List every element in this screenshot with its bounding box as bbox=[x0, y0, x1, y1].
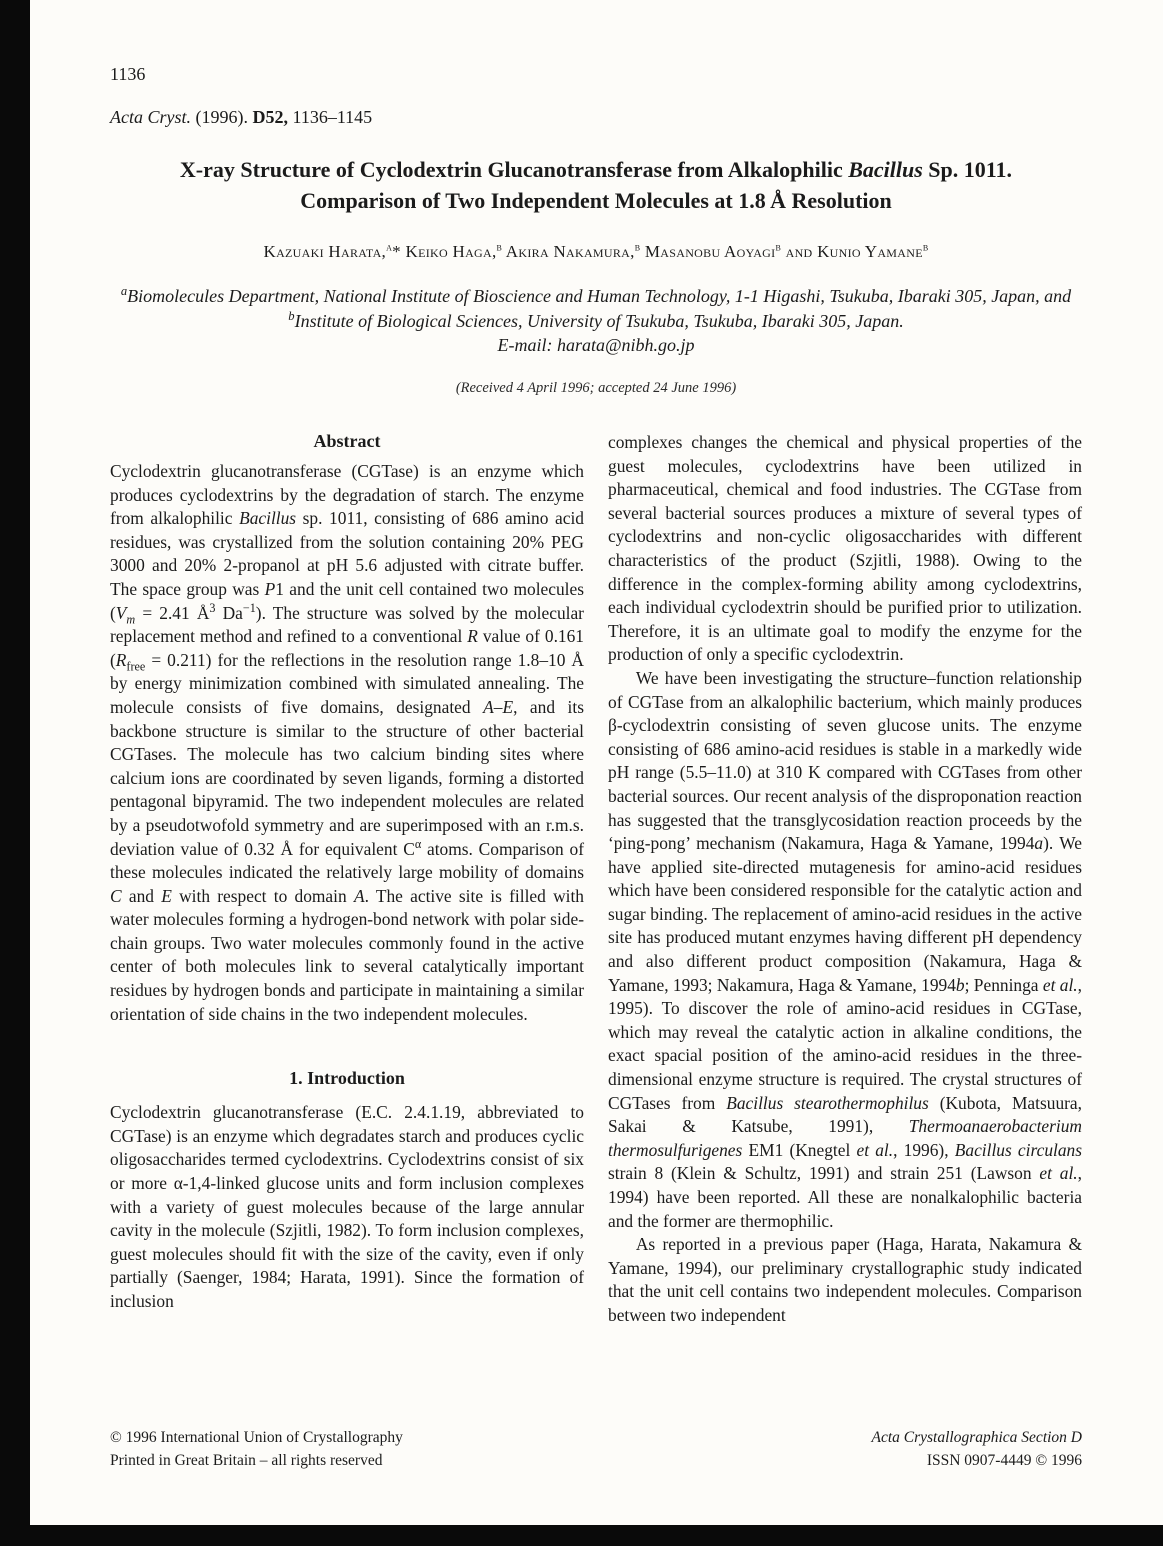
left-column bbox=[110, 431, 584, 1328]
affiliations-line: $^a$Biomolecules Department, National Institute of Bioscience and Human Technology, 1-1 Higashi, Tsukuba, Ibaraki 305, Japan, and $^b$Institute of Biological Sciences, University of Tsukuba, Tsukuba, Ibaraki 305, Japan. bbox=[120, 284, 1072, 331]
abstract-heading: Abstract bbox=[313, 431, 381, 451]
journal-citation: Acta Cryst. (1996). D52, 1136–1145 bbox=[110, 107, 373, 127]
right-column bbox=[608, 431, 1082, 1328]
body-paragraph-3: As reported in a previous paper (Haga, Harata, Nakamura & Yamane, 1994), our preliminary crystallographic study indicated that the unit cell contains two independent molecules. Comparison between two independent bbox=[608, 1234, 1082, 1325]
copyright-block bbox=[110, 1426, 403, 1472]
copyright-line-1: © 1996 International Union of Crystallography bbox=[110, 1429, 403, 1446]
journal-block bbox=[871, 1426, 1082, 1472]
page-number: 1136 bbox=[110, 64, 146, 84]
body-paragraph-1: complexes changes the chemical and physical properties of the guest molecules, cyclodextrins have been utilized in pharmaceutical, chemical and food industries. The CGTase from several bacterial sources produces a mixture of several types of cyclodextrins and non-cyclic oligosaccharides with different characteristics of the product (Szjitli, 1988). Owing to the difference in the complex-forming ability among cyclodextrins, each individual cyclodextrin should be purified prior to utilization. Therefore, it is an ultimate goal to modify the enzyme for the production of only a specific cyclodextrin. bbox=[608, 432, 1082, 665]
journal-section-line: Acta Crystallographica Section D bbox=[871, 1429, 1082, 1446]
received-accepted-line: (Received 4 April 1996; accepted 24 June 1996) bbox=[455, 380, 737, 396]
article-title: X-ray Structure of Cyclodextrin Glucanotransferase from Alkalophilic Bacillus Sp. 1011. Comparison of Two Independent Molecules at 1.8 Å Resolution bbox=[179, 157, 1013, 213]
page-footer bbox=[110, 1426, 1082, 1472]
scan-edge-left bbox=[0, 0, 30, 1546]
introduction-heading: 1. Introduction bbox=[289, 1068, 405, 1089]
abstract-paragraph: Cyclodextrin glucanotransferase (CGTase) is an enzyme which produces cyclodextrins by the degradation of starch. The enzyme from alkalophilic Bacillus sp. 1011, consisting of 686 amino acid residues, was crystallized from the solution containing 20% PEG 3000 and 20% 2-propanol at pH 5.6 adjusted with citrate buffer. The space group was P1 and the unit cell contained two molecules ($V_m = 2.41$ $Å^3$ $Da^{-1}$). The structure was solved by the molecular replacement method and refined to a conventional R value of 0.161 $(R_{free} = 0.211)$ for the reflections in the resolution range 1.8–10 Å by energy minimization combined with simulated annealing. The molecule consists of five domains, designated A–E, and its backbone structure is similar to the structure of other bacterial CGTases. The molecule has two calcium binding sites where calcium ions are coordinated by seven ligands, forming a distorted pentagonal bipyramid. The two independent molecules are related by a pseudotwofold symmetry and are superimposed with an r.m.s. deviation value of 0.32 Å for equivalent $C^\alpha$ atoms. Comparison of these molecules indicated the relatively large mobility of domains C and E with respect to domain A. The active site is filled with water molecules forming a hydrogen-bond network with polar side-chain groups. Two water molecules commonly found in the active center of both molecules link to several catalytically important residues by hydrogen bonds and participate in maintaining a similar orientation of side chains in the two independent molecules. bbox=[110, 461, 584, 1024]
email-line: E-mail: harata@nibh.go.jp bbox=[497, 335, 695, 355]
introduction-paragraph: Cyclodextrin glucanotransferase (E.C. 2.4.1.19, abbreviated to CGTase) is an enzyme which degradates starch and produces cyclic oligosaccharides termed cyclodextrins. Cyclodextrins consist of six or more α-1,4-linked glucose units and form inclusion complexes with a variety of guest molecules because of the large annular cavity in the molecule (Szjitli, 1982). To form inclusion complexes, guest molecules should fit with the size of the cavity, even if only partially (Saenger, 1984; Harata, 1991). Since the formation of inclusion bbox=[110, 1102, 584, 1311]
authors-line: Kazuaki Harata,$^a$* Keiko Haga,$^b$ Akira Nakamura,$^b$ Masanobu Aoyagi$^b$ and Kunio Yamane$^b$ bbox=[263, 239, 929, 261]
copyright-line-2: Printed in Great Britain – all rights reserved bbox=[110, 1452, 383, 1469]
scan-edge-bottom bbox=[0, 1525, 1163, 1546]
two-column-body bbox=[110, 431, 1082, 1328]
body-paragraph-2: We have been investigating the structure–function relationship of CGTase from an alkalophilic bacterium, which mainly produces β-cyclodextrin consisting of seven glucose units. The enzyme consisting of 686 amino-acid residues is stable in a markedly wide pH range (5.5–11.0) at 310 K compared with CGTases from other bacterial sources. Our recent analysis of the disproponation reaction has suggested that the transglycosidation reaction proceeds by the ‘ping-pong’ mechanism (Nakamura, Haga & Yamane, 1994a). We have applied site-directed mutagenesis for amino-acid residues which have been considered responsible for the catalytic action and sugar binding. The replacement of amino-acid residues in the active site has produced mutant enzymes having different pH dependency and also different product composition (Nakamura, Haga & Yamane, 1993; Nakamura, Haga & Yamane, 1994b; Penninga et al., 1995). To discover the role of amino-acid residues in CGTase, which may reveal the catalytic action in alkaline conditions, the exact spacial position of the amino-acid residues in the three-dimensional enzyme structure is required. The crystal structures of CGTases from Bacillus stearothermophilus (Kubota, Matsuura, Sakai & Katsube, 1991), Thermoanaerobacterium thermosulfurigenes EM1 (Knegtel et al., 1996), Bacillus circulans strain 8 (Klein & Schultz, 1991) and strain 251 (Lawson et al., 1994) have been reported. All these are nonalkalophilic bacteria and the former are thermophilic. bbox=[608, 667, 1083, 1231]
page-content bbox=[110, 0, 1082, 1328]
issn-line: ISSN 0907-4449 © 1996 bbox=[926, 1452, 1082, 1469]
